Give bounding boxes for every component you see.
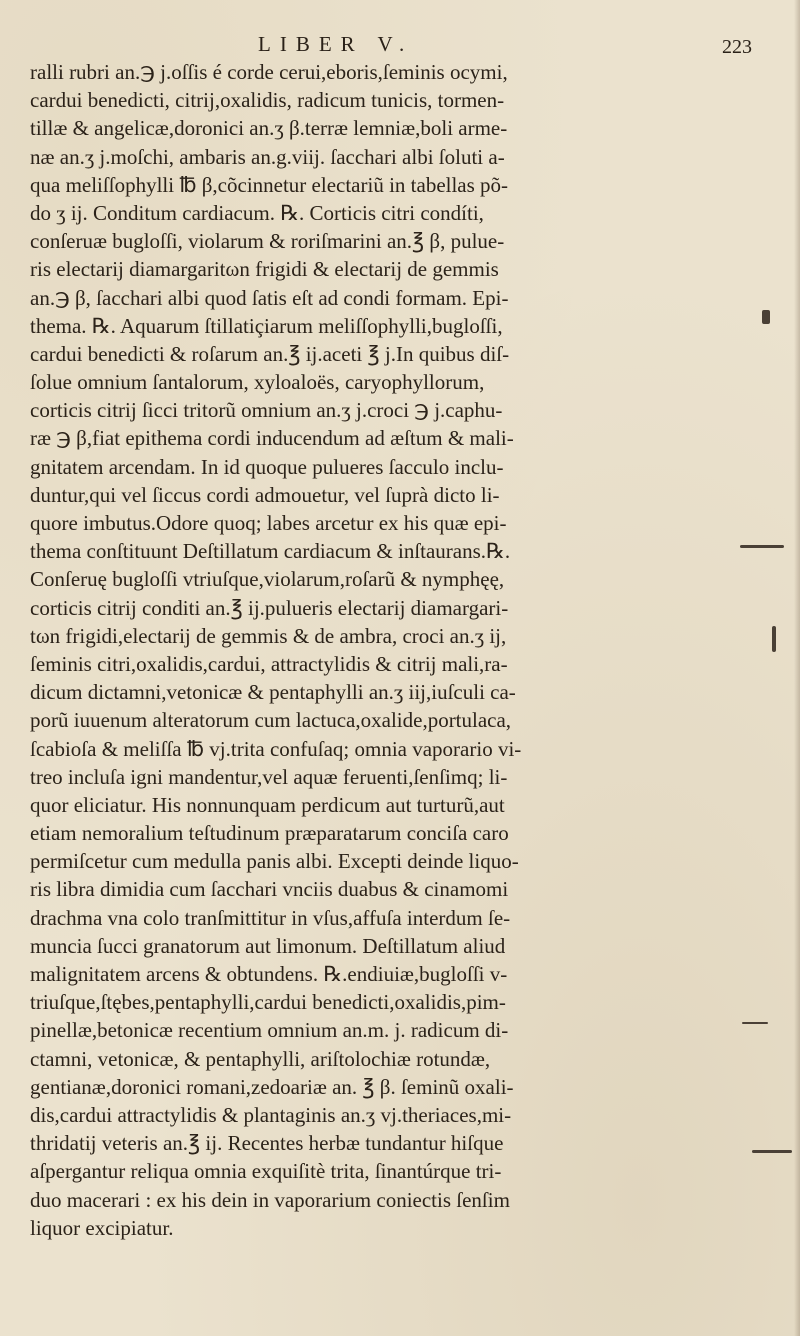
- text-line: permiſcetur cum medulla panis albi. Excepti deinde liquo-: [30, 849, 519, 874]
- body-text: [30, 58, 730, 1242]
- page-edge-shadow: [794, 0, 800, 1336]
- text-line: ris libra dimidia cum ſacchari vnciis duabus & cinamomi: [30, 877, 509, 902]
- text-line: etiam nemoralium teſtudinum præparatarum conciſa caro: [30, 821, 509, 846]
- margin-mark-5: [752, 1150, 792, 1153]
- text-line: quor eliciatur. His nonnunquam perdicum aut turturũ,aut: [30, 792, 505, 817]
- text-line: an.℈ β, ſacchari albi quod ſatis eſt ad condi formam. Epi-: [30, 285, 509, 310]
- text-line: treo incluſa igni mandentur,vel aquæ feruenti,ſenſimq; li-: [30, 764, 508, 789]
- text-line: malignitatem arcens & obtundens. ℞.endiuiæ,bugloſſi v-: [30, 962, 508, 986]
- margin-mark-3: [772, 626, 776, 652]
- margin-mark-2: [740, 545, 784, 548]
- text-line: ſolue omnium ſantalorum, xyloaloës, caryophyllorum,: [30, 370, 485, 395]
- text-line: duo macerari : ex his dein in vaporarium coniectis ſenſim: [30, 1187, 510, 1212]
- text-line: ctamni, vetonicæ, & pentaphylli, ariſtolochiæ rotundæ,: [30, 1046, 491, 1071]
- text-line: dicum dictamni,vetonicæ & pentaphylli an.ʒ iij,iuſculi ca-: [30, 680, 516, 705]
- text-line: cardui benedicti & roſarum an.℥ ij.aceti ℥ j.In quibus diſ-: [30, 341, 510, 366]
- text-line: triuſque,ſtębes,pentaphylli,cardui benedicti,oxalidis,pim-: [30, 990, 506, 1015]
- text-line: tillæ & angelicæ,doronici an.ʒ β.terræ lemniæ,boli arme-: [30, 116, 508, 141]
- text-line: thema. ℞. Aquarum ſtillatiçiarum meliſſophylli,bugloſſi,: [30, 313, 503, 338]
- text-line: næ an.ʒ j.moſchi, ambaris an.g.viij. ſacchari albi ſoluti a-: [30, 144, 505, 169]
- page-header: [0, 30, 800, 60]
- page-number: 223: [722, 36, 752, 58]
- text-line: do ʒ ij. Conditum cardiacum. ℞. Corticis citri condíti,: [30, 200, 484, 225]
- text-line: drachma vna colo tranſmittitur in vſus,affuſa interdum ſe-: [30, 905, 511, 930]
- text-line: gentianæ,doronici romani,zedoariæ an. ℥ β. ſeminũ oxali-: [30, 1074, 514, 1099]
- text-line: ſeminis citri,oxalidis,cardui, attractylidis & citrij mali,ra-: [30, 651, 508, 676]
- text-line: gnitatem arcendam. In id quoque pulueres ſacculo inclu-: [30, 454, 504, 479]
- text-line: pinellæ,betonicæ recentium omnium an.m. j. radicum di-: [30, 1018, 509, 1043]
- text-line: ſcabioſa & meliſſa ℔ vj.trita confuſaq; omnia vaporario vi-: [30, 736, 522, 761]
- text-line: quore imbutus.Odore quoq; labes arcetur ex his quæ epi-: [30, 511, 507, 535]
- text-line: liquor excipiatur.: [30, 1215, 174, 1240]
- text-line: cardui benedicti, citrij,oxalidis, radicum tunicis, tormen-: [30, 88, 505, 113]
- running-title: LIBER V.: [258, 32, 414, 56]
- text-line: conſeruæ bugloſſi, violarum & roriſmarini an.℥ β, pulue-: [30, 229, 505, 254]
- text-line: ralli rubri an.℈ j.oſſis é corde cerui,eboris,ſeminis ocymi,: [30, 60, 508, 84]
- text-line: muncia ſucci granatorum aut limonum. Deſtillatum aliud: [30, 933, 506, 958]
- text-line: aſpergantur reliqua omnia exquiſitè trita, ſinantúrque tri-: [30, 1159, 502, 1184]
- text-line: qua meliſſophylli ℔ β,cõcinnetur electariũ in tabellas põ-: [30, 172, 509, 197]
- text-line: thridatij veteris an.℥ ij. Recentes herbæ tundantur hiſque: [30, 1131, 504, 1156]
- text-line: duntur,qui vel ſiccus cordi admouetur, vel ſuprà dicto li-: [30, 482, 500, 507]
- text-line: ræ ℈ β,fiat epithema cordi inducendum ad æſtum & mali-: [30, 426, 514, 451]
- text-line: tωn frigidi,electarij de gemmis & de ambra, croci an.ʒ ij,: [30, 623, 507, 648]
- text-line: ris electarij diamargaritωn frigidi & electarij de gemmis: [30, 257, 499, 282]
- text-line: dis,cardui attractylidis & plantaginis an.ʒ vj.theriaces,mi-: [30, 1102, 512, 1127]
- margin-mark-4: [742, 1022, 768, 1024]
- margin-mark-1: [762, 310, 770, 324]
- text-line: corticis citrij conditi an.℥ ij.pulueris electarij diamargari-: [30, 595, 509, 620]
- text-line: porũ iuuenum alteratorum cum lactuca,oxalide,portulaca,: [30, 708, 512, 733]
- text-line: thema conſtituunt Deſtillatum cardiacum & inſtaurans.℞.: [30, 539, 511, 564]
- text-line: Conſeruę bugloſſi vtriuſque,violarum,roſarũ & nymphęę,: [30, 567, 505, 592]
- text-line: corticis citrij ſicci tritorũ omnium an.ʒ j.croci ℈ j.caphu-: [30, 398, 503, 423]
